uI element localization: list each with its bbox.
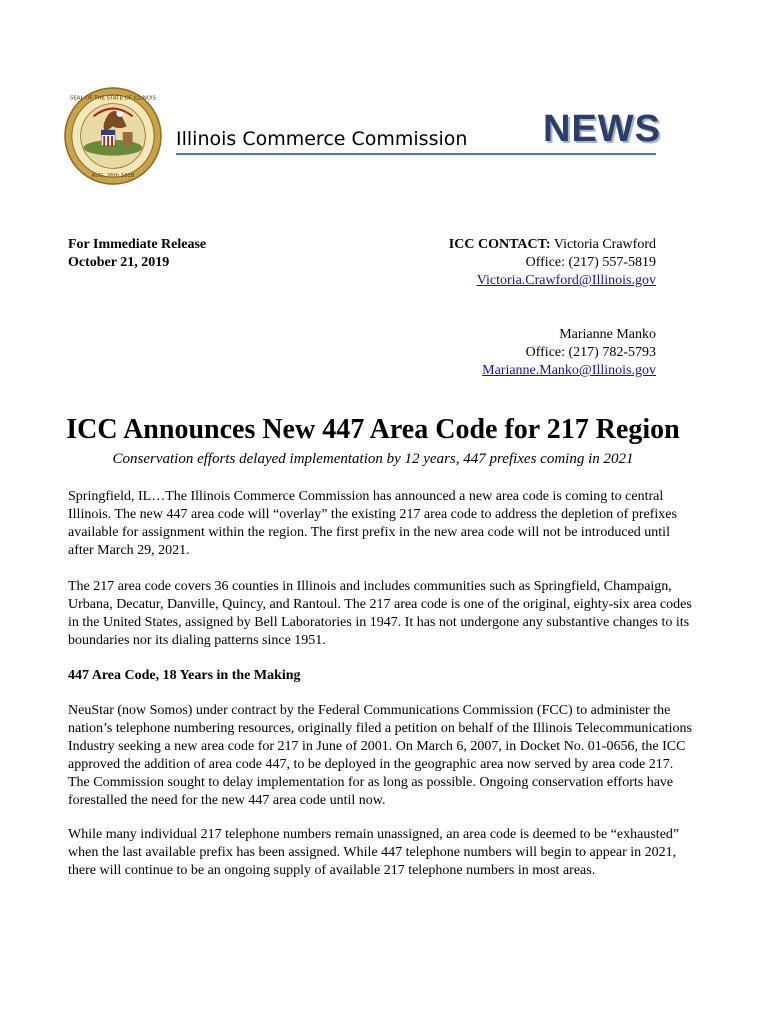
news-label: NEWS	[543, 108, 661, 150]
header-divider	[176, 153, 656, 155]
article-body-coverage	[68, 578, 698, 650]
release-block	[68, 236, 206, 272]
contact-email-link[interactable]: Victoria.Crawford@Illinois.gov	[476, 273, 656, 288]
contact2-office: Office: (217) 782-5793	[525, 345, 656, 360]
paragraph: NeuStar (now Somos) under contract by the Federal Communications Commission (FCC) to administer the nation’s telephone numbering resources, originally filed a petition on behalf of the Illinois Telecommunications Industry seeking a new area code for 217 in June of 2001. On March 6, 2007, in Docket No. 01-0656, the ICC approved the addition of area code 447, to be deployed in the geographic area now served by area code 217. The Commission sought to delay implementation for as long as possible. Ongoing conservation efforts have forestalled the need for the new 447 area code until now.	[68, 703, 692, 808]
contact-label: ICC CONTACT:	[448, 237, 551, 252]
contact2-email-link[interactable]: Marianne.Manko@Illinois.gov	[482, 363, 656, 378]
release-label: For Immediate Release	[68, 237, 207, 252]
section-heading-block	[68, 667, 698, 685]
paragraph: Springfield, IL…The Illinois Commerce Commission has announced a new area code is coming to central Illinois. The new 447 area code will “overlay” the existing 217 area code to address the depletion of prefixes available for assignment within the region. The first prefix in the new area code will not be introduced until after March 29, 2021.	[68, 489, 677, 558]
article-title: ICC Announces New 447 Area Code for 217 Region	[66, 414, 680, 445]
article-body-intro	[68, 488, 698, 560]
contact2-name: Marianne Manko	[559, 327, 656, 342]
article-subtitle: Conservation efforts delayed implementation by 12 years, 447 prefixes coming in 2021	[112, 451, 634, 467]
contact-name: Victoria Crawford	[553, 237, 656, 252]
state-seal-logo	[64, 87, 162, 185]
contact-block	[449, 236, 656, 290]
contact-line	[449, 236, 656, 254]
release-date: October 21, 2019	[68, 255, 170, 270]
seal-top-text: SEAL OF THE STATE OF ILLINOIS	[69, 95, 157, 102]
contact-office: Office: (217) 557-5819	[525, 255, 656, 270]
seal-bottom-text: AUG. 26th 1818	[91, 173, 135, 180]
article-body-exhaustion	[68, 826, 698, 880]
section-heading: 447 Area Code, 18 Years in the Making	[68, 668, 301, 683]
paragraph: The 217 area code covers 36 counties in Illinois and includes communities such as Springfield, Champaign, Urbana, Decatur, Danville, Quincy, and Rantoul. The 217 area code is one of the original, eighty-six area codes in the United States, assigned by Bell Laboratories in 1947. It has not undergone any substantive changes to its boundaries nor its dialing patterns since 1951.	[68, 579, 692, 648]
contact-block-2	[482, 326, 656, 380]
article-body-history	[68, 702, 698, 810]
paragraph: While many individual 217 telephone numbers remain unassigned, an area code is deemed to be “exhausted” when the last available prefix has been assigned. While 447 telephone numbers will begin to appear in 2021, there will continue to be an ongoing supply of available 217 telephone numbers in most areas.	[68, 827, 680, 878]
organization-name: Illinois Commerce Commission	[176, 128, 468, 150]
